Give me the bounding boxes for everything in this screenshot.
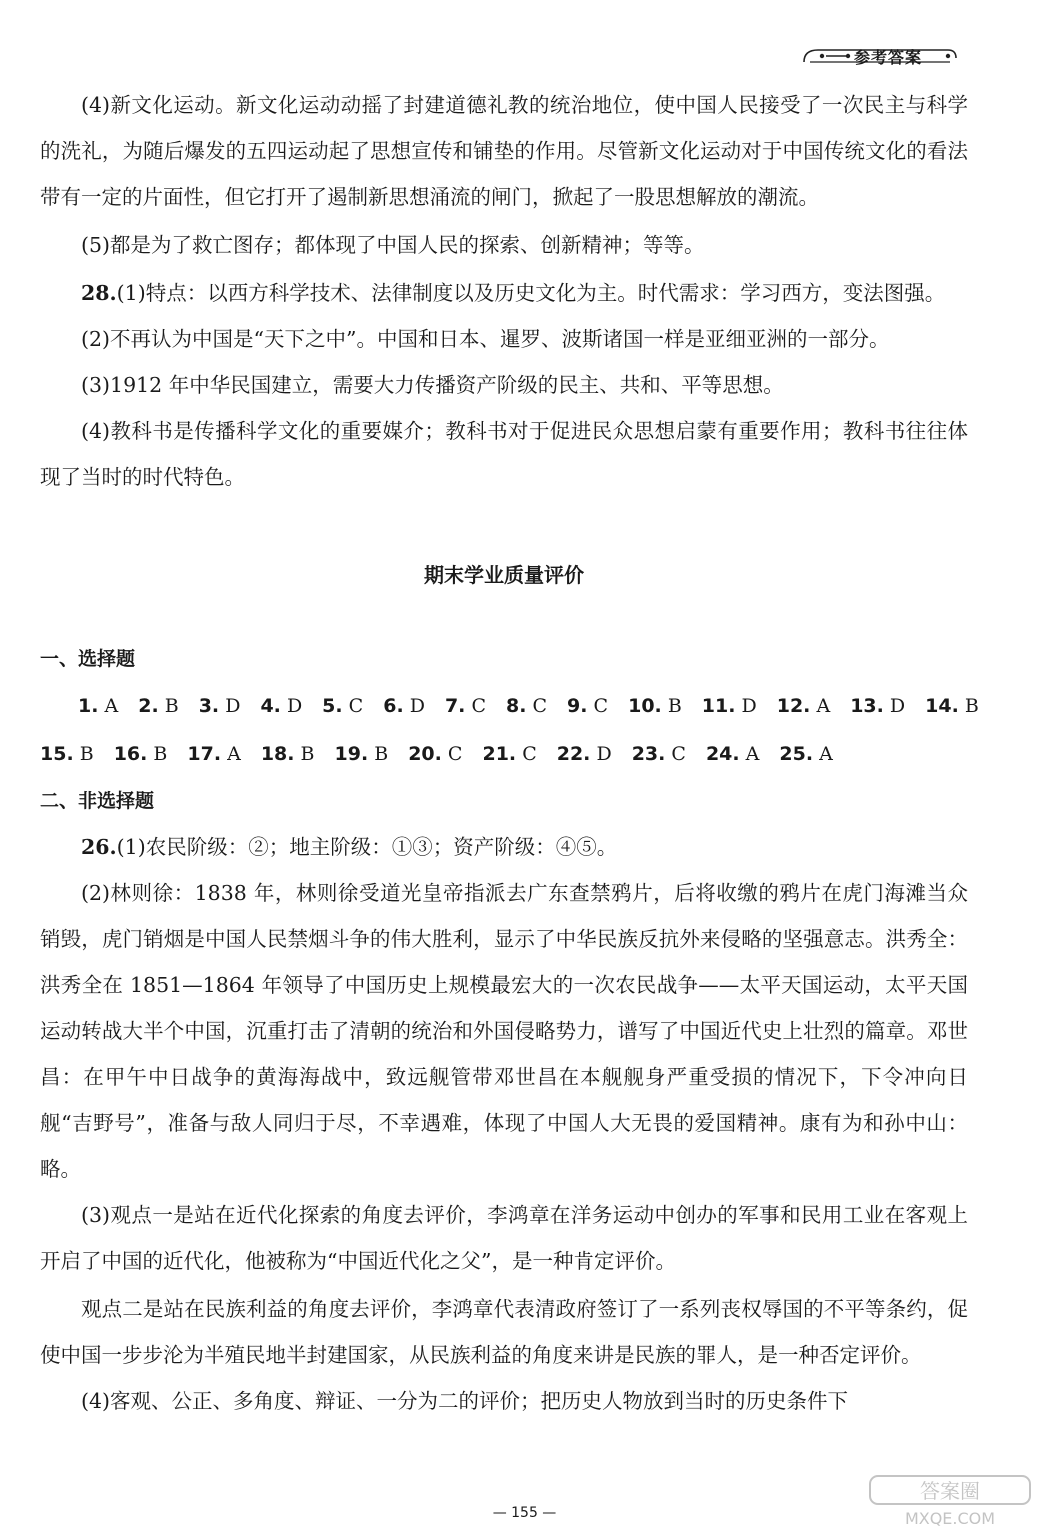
choice-answer-letter: C <box>471 695 486 717</box>
choice-answer-item <box>187 730 240 778</box>
choice-answer-item <box>482 730 536 778</box>
choice-answer-number: 15. <box>40 743 74 765</box>
choice-answer-number: 18. <box>260 743 295 765</box>
choice-answer-letter: D <box>889 695 906 717</box>
choice-answer-item <box>777 682 830 730</box>
question-26-part-4: (4)客观、公正、多角度、辩证、一分为二的评价；把历史人物放到当时的历史条件下 <box>81 1389 849 1413</box>
choice-answer-number: 1. <box>78 695 99 717</box>
choice-answer-item <box>261 730 315 778</box>
choice-answer-number: 6. <box>383 695 404 717</box>
choice-answer-item <box>322 682 363 730</box>
choice-answer-letter: C <box>522 743 537 765</box>
choice-answer-number: 13. <box>850 695 884 717</box>
choice-answer-item <box>78 682 118 730</box>
choice-answer-letter: B <box>79 743 94 765</box>
answers-row-2 <box>40 730 968 778</box>
choice-answer-letter: C <box>532 695 548 717</box>
question-26-part-3: (3)观点一是站在近代化探索的角度去评价，李鸿章在洋务运动中创办的军事和民用工业在客观上开启了中国的近代化，他被称为“中国近代化之父”，是一种肯定评价。 <box>40 1203 968 1273</box>
page-content <box>40 82 979 1424</box>
question-26-part-2: (2)林则徐：1838 年，林则徐受道光皇帝指派去广东查禁鸦片，后将收缴的鸦片在虎门海滩当众销毁，虎门销烟是中国人民禁烟斗争的伟大胜利，显示了中华民族反抗外来侵略的坚强意志。洪秀全：洪秀全在 1851—1864 年领导了中国历史上规模最宏大的一次农民战争——太平天国运动，太平天国运动转战大半个中国，沉重打击了清朝的统治和外国侵略势力，谱写了中国近代史上壮烈的篇章。邓世昌：在甲午中日战争的黄海海战中，致远舰管带邓世昌在本舰舰身严重受损的情况下，下令冲向日舰“吉野号”，准备与敌人同归于尽，不幸遇难，体现了中国人大无畏的爱国精神。康有为和孙中山：略。 <box>40 881 968 1181</box>
choice-answer-letter: A <box>104 695 119 717</box>
choice-answer-letter: B <box>164 695 179 717</box>
choice-answer-number: 21. <box>482 743 517 765</box>
header-badge-label: 参考答案 <box>854 48 923 67</box>
choice-answer-item <box>199 682 241 730</box>
choice-answer-letter: A <box>819 743 833 765</box>
question-28-part-1 <box>40 270 968 316</box>
choice-answer-letter: A <box>227 743 241 765</box>
watermark-domain: MXQE.COM <box>904 1509 996 1528</box>
choice-answer-letter: D <box>409 695 425 717</box>
choice-answer-letter: D <box>286 695 303 717</box>
choice-answer-letter: D <box>225 695 241 717</box>
section-title: 期末学业质量评价 <box>424 563 584 587</box>
choice-heading: 一、选择题 <box>40 648 136 670</box>
choice-answer-letter: C <box>348 695 364 717</box>
choice-answer-number: 7. <box>444 695 466 717</box>
choice-answer-number: 25. <box>779 743 814 765</box>
choice-answer-item <box>114 730 168 778</box>
choice-answer-number: 12. <box>776 695 811 717</box>
choice-answer-item <box>925 682 979 730</box>
choice-answer-number: 9. <box>567 695 588 717</box>
choice-answer-letter: B <box>374 743 389 765</box>
choice-answer-item <box>632 730 686 778</box>
choice-answer-number: 4. <box>260 695 281 717</box>
nonchoice-heading: 二、非选择题 <box>40 790 155 812</box>
answers-row-1 <box>78 682 979 730</box>
paragraph-common-goal: (5)都是为了救亡图存；都体现了中国人民的探索、创新精神；等等。 <box>81 233 705 257</box>
choice-answer-number: 19. <box>334 743 369 765</box>
choice-answer-item <box>706 730 759 778</box>
choice-answer-letter: C <box>593 695 609 717</box>
choice-answer-number: 14. <box>925 695 959 717</box>
choice-answer-number: 17. <box>187 743 222 765</box>
choice-answer-letter: B <box>153 743 168 765</box>
choice-answer-item <box>335 730 389 778</box>
choice-answer-item <box>567 682 608 730</box>
choice-answer-item <box>557 730 612 778</box>
choice-answer-number: 10. <box>628 695 662 717</box>
page-number: — 155 — <box>492 1505 557 1521</box>
choice-answer-number: 16. <box>113 743 148 765</box>
choice-answer-number: 11. <box>701 695 736 717</box>
choice-answer-letter: D <box>741 695 757 717</box>
choice-answer-item <box>702 682 757 730</box>
header-answer-badge <box>800 44 960 68</box>
watermark-logo-icon <box>860 1470 1040 1530</box>
choice-answer-item <box>138 682 178 730</box>
watermark-title: 答案圈 <box>920 1479 980 1503</box>
question-26-part-1-text: (1)农民阶级：②；地主阶级：①③；资产阶级：④⑤。 <box>116 835 618 859</box>
choice-answer-number: 8. <box>506 695 527 717</box>
choice-answer-number: 20. <box>408 743 442 765</box>
choice-answer-item <box>445 682 486 730</box>
choice-answer-item <box>260 682 302 730</box>
question-26-number: 26. <box>81 835 117 859</box>
choice-answer-letter: B <box>300 743 315 765</box>
question-28-part-1-text: (1)特点：以西方科学技术、法律制度以及历史文化为主。时代需求：学习西方，变法图强。 <box>116 281 946 305</box>
choice-answer-number: 24. <box>705 743 740 765</box>
choice-answer-item <box>506 682 547 730</box>
choice-answer-item <box>628 682 682 730</box>
choice-answer-item <box>779 730 832 778</box>
choice-answer-number: 3. <box>198 695 220 717</box>
choice-answer-number: 5. <box>322 695 343 717</box>
choice-answer-letter: A <box>816 695 831 717</box>
question-28-number: 28. <box>81 281 117 305</box>
question-28-part-4: (4)教科书是传播科学文化的重要媒介；教科书对于促进民众思想启蒙有重要作用；教科书往往体现了当时的时代特色。 <box>40 419 968 489</box>
choice-answer-item <box>40 730 94 778</box>
choice-answer-item <box>850 682 905 730</box>
choice-answer-number: 2. <box>138 695 159 717</box>
paragraph-new-culture: (4)新文化运动。新文化运动动摇了封建道德礼教的统治地位，使中国人民接受了一次民主与科学的洗礼，为随后爆发的五四运动起了思想宣传和铺垫的作用。尽管新文化运动对于中国传统文化的看法带有一定的片面性，但它打开了遏制新思想涌流的闸门，掀起了一股思想解放的潮流。 <box>40 93 968 209</box>
choice-answers <box>40 682 979 778</box>
choice-answer-number: 22. <box>556 743 591 765</box>
choice-answer-letter: B <box>667 695 682 717</box>
choice-answer-letter: B <box>964 695 979 717</box>
question-28-part-2: (2)不再认为中国是“天下之中”。中国和日本、暹罗、波斯诸国一样是亚细亚洲的一部分。 <box>81 327 890 351</box>
question-28-part-3: (3)1912 年中华民国建立，需要大力传播资产阶级的民主、共和、平等思想。 <box>81 373 784 397</box>
choice-answer-item <box>383 682 425 730</box>
question-26-part-3-view-2: 观点二是站在民族利益的角度去评价，李鸿章代表清政府签订了一系列丧权辱国的不平等条约，促使中国一步步沦为半殖民地半封建国家，从民族利益的角度来讲是民族的罪人，是一种否定评价。 <box>40 1297 968 1367</box>
choice-answer-letter: C <box>671 743 686 765</box>
choice-answer-letter: D <box>596 743 612 765</box>
choice-answer-number: 23. <box>631 743 666 765</box>
choice-answer-item <box>408 730 462 778</box>
question-26-part-1 <box>40 824 968 870</box>
choice-answer-letter: A <box>745 743 760 765</box>
choice-answer-letter: C <box>447 743 463 765</box>
